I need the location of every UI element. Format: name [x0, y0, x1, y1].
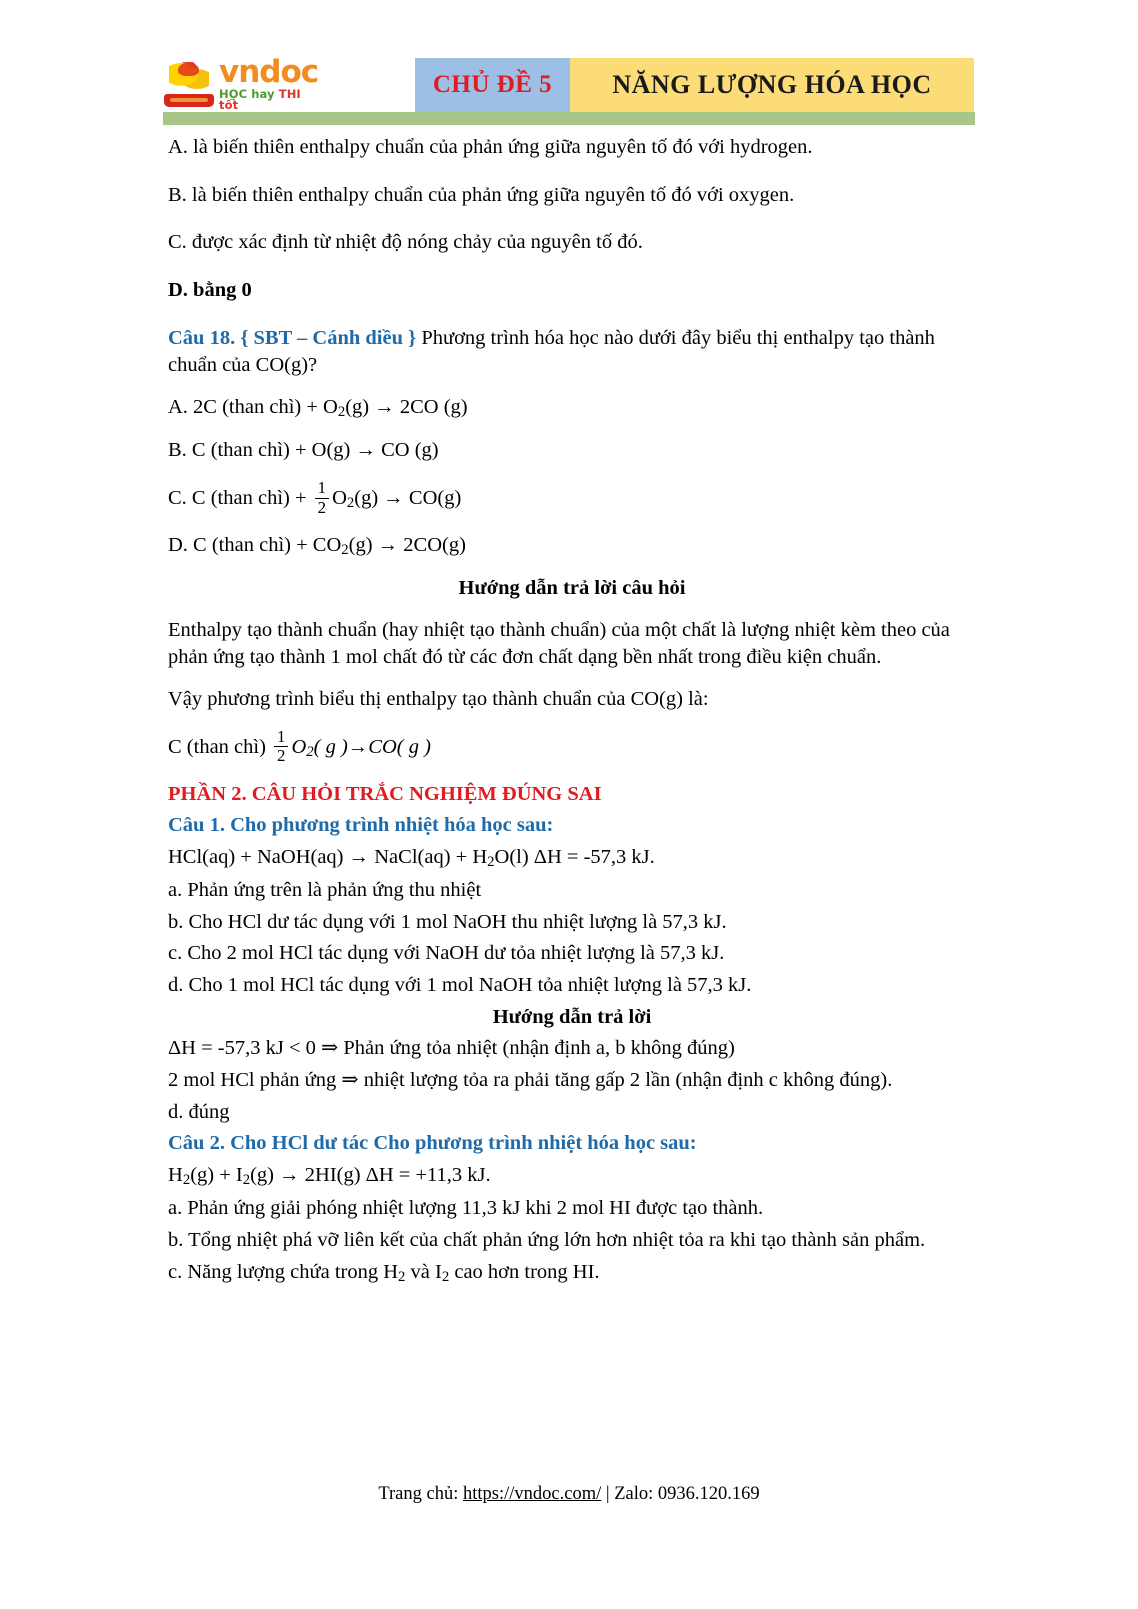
cau-18-option-d-pre: D. C (than chì) + CO [168, 533, 342, 556]
cau-2-statement-c-mid: và I [405, 1260, 442, 1283]
cau-1-answer-3: d. đúng [168, 1100, 230, 1123]
cau-18-option-c-post: (g) → CO(g) [354, 486, 462, 509]
cau-18-option-c-mid: O [332, 486, 347, 509]
cau-2-equation-post: (g) → 2HI(g) ΔH = +11,3 kJ. [250, 1164, 491, 1187]
logo-tagline-left: HỌC hay [219, 86, 279, 101]
cau-2-statement-c-sub1: 2 [398, 1268, 406, 1285]
chu-de-label: CHỦ ĐỀ 5 [432, 71, 553, 98]
cau-2-statement-b: b. Tổng nhiệt phá vỡ liên kết của chất phản ứng lớn hơn nhiệt tỏa ra khi tạo thành sản phẩm. [168, 1228, 926, 1251]
equation-arrow-icon: → [347, 735, 369, 758]
standard-enthalpy-equation [168, 728, 976, 767]
guide-heading-1: Hướng dẫn trả lời câu hỏi [458, 576, 686, 599]
option-a-previous: A. là biến thiên enthalpy chuẩn của phản ứng giữa nguyên tố đó với hydrogen. [168, 136, 813, 158]
cau-2-statement-c-sub2: 2 [441, 1268, 450, 1285]
cau-1-answer-1: ΔH = -57,3 kJ < 0 ⇒ Phản ứng tỏa nhiệt (nhận định a, b không đúng) [168, 1037, 735, 1060]
cau-18-option-a-post: (g) → 2CO (g) [345, 396, 468, 419]
vndoc-bird-logo-icon [163, 59, 215, 109]
cau-18-option-b: B. C (than chì) + O(g) → CO (g) [168, 439, 439, 462]
header-green-divider [163, 112, 975, 125]
fraction-numerator: 1 [317, 477, 327, 497]
cau-18-option-c-sub: 2 [346, 495, 355, 512]
cau-2-equation [168, 1162, 976, 1191]
equation-fraction-one-half [274, 726, 288, 766]
equation-oxygen-state: ( g ) [313, 735, 348, 758]
cau-18-option-a [168, 394, 976, 423]
explanation-paragraph-2: Vậy phương trình biểu thị enthalpy tạo thành chuẩn của CO(g) là: [168, 687, 709, 710]
cau-18-option-c [168, 479, 976, 518]
logo-tagline-right: THI tốt [219, 86, 301, 112]
cau-2-equation-pre: H [168, 1164, 183, 1187]
explanation-paragraph-1: Enthalpy tạo thành chuẩn (hay nhiệt tạo thành chuẩn) của một chất là lượng nhiệt kèm theo của phản ứng tạo thành 1 mol chất đó từ các đơn chất dạng bền nhất trong điều kiện chuẩn. [168, 618, 950, 669]
cau-2-equation-mid: (g) + I [190, 1164, 243, 1187]
equation-oxygen: O [291, 735, 307, 758]
equation-co: CO [368, 735, 397, 758]
document-content [168, 134, 976, 1292]
header-banner [415, 58, 974, 112]
cau-1-statement-a: a. Phản ứng trên là phản ứng thu nhiệt [168, 879, 482, 902]
logo-wordmark: vndoc [219, 53, 319, 90]
fraction-one-half [315, 477, 329, 517]
cau-2-statement-c [168, 1259, 976, 1288]
cau-2-statement-c-post: cao hơn trong HI. [449, 1260, 600, 1283]
cau-2-label: Câu 2. Cho HCl dư tác Cho phương trình nhiệt hóa học sau: [168, 1132, 697, 1155]
page-header [163, 52, 975, 124]
footer-website-link[interactable]: https://vndoc.com/ [463, 1484, 602, 1504]
cau-18-option-d [168, 532, 976, 561]
option-c-previous: C. được xác định từ nhiệt độ nóng chảy của nguyên tố đó. [168, 231, 643, 254]
cau-1-statement-b: b. Cho HCl dư tác dụng với 1 mol NaOH thu nhiệt lượng là 57,3 kJ. [168, 910, 727, 933]
logo-text-block [219, 53, 319, 112]
cau-1-statement-d: d. Cho 1 mol HCl tác dụng với 1 mol NaOH tỏa nhiệt lượng là 57,3 kJ. [168, 974, 752, 997]
cau-1-equation-sub: 2 [487, 854, 495, 871]
cau-1-equation [168, 844, 976, 873]
footer-prefix: Trang chủ: [378, 1484, 463, 1504]
equation-fraction-denominator: 2 [277, 746, 286, 766]
cau-18-label: Câu 18. { SBT – Cánh diều } [168, 326, 417, 349]
page-footer [0, 1484, 1138, 1505]
cau-18-question-text: Phương trình hóa học nào dưới đây biểu thị enthalpy tạo thành chuẩn của CO(g)? [168, 326, 935, 377]
equation-oxygen-sub: 2 [306, 743, 314, 760]
cau-2-equation-sub2: 2 [242, 1172, 251, 1189]
option-d-previous: D. bằng 0 [168, 279, 252, 302]
cau-2-statement-c-pre: c. Năng lượng chứa trong H [168, 1260, 399, 1283]
cau-1-equation-post: O(l) ΔH = -57,3 kJ. [494, 845, 655, 868]
guide-heading-2: Hướng dẫn trả lời [492, 1005, 652, 1028]
equation-prefix: C (than chì) [168, 735, 272, 758]
vndoc-logo [163, 53, 319, 114]
cau-2-equation-sub1: 2 [182, 1172, 191, 1189]
fraction-denominator: 2 [317, 497, 327, 517]
option-b-previous: B. là biến thiên enthalpy chuẩn của phản ứng giữa nguyên tố đó với oxygen. [168, 183, 795, 206]
cau-18-option-a-pre: A. 2C (than chì) + O [168, 396, 338, 419]
page-title: NĂNG LƯỢNG HÓA HỌC [612, 70, 932, 99]
cau-18-option-d-post: (g) → 2CO(g) [348, 533, 466, 556]
banner-title-box [570, 58, 974, 112]
cau-18-option-c-pre: C. C (than chì) + [168, 486, 312, 509]
chu-de-badge [415, 58, 570, 112]
cau-1-answer-2: 2 mol HCl phản ứng ⇒ nhiệt lượng tỏa ra phải tăng gấp 2 lần (nhận định c không đúng). [168, 1069, 893, 1092]
cau-1-label: Câu 1. Cho phương trình nhiệt hóa học sau: [168, 814, 554, 837]
equation-fraction-numerator: 1 [277, 726, 286, 746]
cau-18-option-a-sub: 2 [337, 404, 346, 421]
cau-18-question [168, 325, 976, 380]
cau-18-option-d-sub: 2 [341, 542, 349, 559]
phan-2-heading: PHẦN 2. CÂU HỎI TRẮC NGHIỆM ĐÚNG SAI [168, 782, 602, 805]
cau-1-equation-pre: HCl(aq) + NaOH(aq) → NaCl(aq) + H [168, 845, 488, 868]
cau-2-statement-a: a. Phản ứng giải phóng nhiệt lượng 11,3 kJ khi 2 mol HI được tạo thành. [168, 1197, 764, 1220]
cau-1-statement-c: c. Cho 2 mol HCl tác dụng với NaOH dư tỏa nhiệt lượng là 57,3 kJ. [168, 942, 725, 965]
equation-co-state: ( g ) [396, 735, 431, 758]
logo-tagline [219, 86, 318, 112]
footer-suffix: | Zalo: 0936.120.169 [601, 1484, 760, 1504]
